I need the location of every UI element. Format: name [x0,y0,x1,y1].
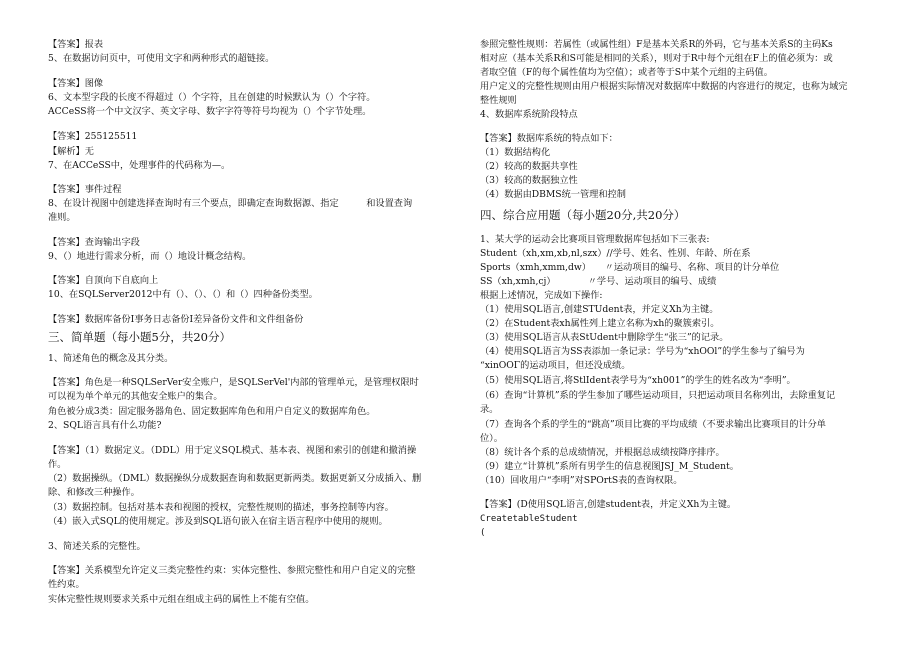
answer-line: 【答案】图像 [48,78,104,89]
answer-line: 【答案】（1）数据定义。（DDL）用于定义SQL模式、基本表、视图和索引的创建和撤消操 [48,445,417,456]
question-line: 8、在设计视图中创建选择查询时有三个要点，即确定查询数据源、指定 和设置查询 [48,198,413,209]
question-line: 6、文本型字段的长度不得超过（）个字符，且在创建的时候默认为（）个字符。 [48,92,376,103]
text-line: Student（xh,xm,xb,nl,szx）//学号、姓名、性别、年龄、所在系 [480,248,751,259]
task-item: （9）建立“计算机”系所有男学生的信息视图JSJ_M_Student。 [480,461,739,472]
question-line: 1、简述角色的概念及其分类。 [48,353,174,364]
task-item: （6）查询“计算机”系的学生参加了哪些运动项目，只把运动项目名称列出，去除重复记 [480,390,836,401]
question-line: 2、SQL语言具有什么功能? [48,420,162,431]
text-line: 者取空值（F的每个属性值均为空值）；或者等于S中某个元组的主码值。 [480,67,773,78]
question-line: 3、简述关系的完整性。 [48,541,146,552]
code-line: CreatetableStudent [480,514,578,524]
text-line: “xinOOΓ的运动项目，但还没成绩。 [480,360,631,371]
list-item: （1）数据结构化 [480,147,551,158]
list-item: （3）较高的数据独立性 [480,175,578,186]
text-line: 角色被分成3类：固定服务器角色、固定数据库角色和用户自定义的数据库角色。 [48,406,376,417]
text-line: Sports（xmh,xmm,dw） 〃运动项目的编号、名称、项目的计分单位 [480,262,780,273]
question-line: 10、在SQLServer2012中有（）、（）、（）和（）四种备份类型。 [48,289,318,300]
task-item: （10）回收用户“李明”对SPOrtS表的查询权限。 [480,475,683,486]
answer-line: 【答案】事件过程 [48,184,122,195]
task-item: （1）使用SQL语言,创建STUdent表，并定义Xh为主键。 [480,304,719,315]
list-item: （2）较高的数据共享性 [480,161,578,172]
text-line: ACCeSS将一个中文汉字、英文字母、数字字符等符号均视为（）个字节处理。 [48,106,372,117]
answer-line: 【答案】(D使用SQL语言,创建student表，并定义Xh为主键。 [480,499,737,510]
text-line: 除、和修改三种操作。 [48,487,140,498]
text-line: 性约束。 [48,579,85,590]
question-line: 9、（）地进行需求分析，而（）地设计概念结构。 [48,251,252,262]
section-heading: 四、综合应用题（每小题20分,共20分） [480,208,686,222]
answer-line: 【答案】数据库备份Ⅰ事务日志备份Ⅰ差异备份文件和文件组备份 [48,314,304,325]
text-line: 用户定义的完整性规则由用户根据实际情况对数据库中数据的内容进行的规定，也称为域完 [480,81,848,92]
question-line: 1、某大学的运动会比赛项目管理数据库包括如下三张表: [480,234,710,245]
answer-line: 【答案】关系模型允许定义三类完整性约束：实体完整性、参照完整性和用户自定义的完整 [48,565,416,576]
text-line: 录。 [480,404,499,415]
text-line: 整性规则 [480,95,517,106]
text-line: SS（xh,xmh,cj） 〃学号、运动项目的编号、成绩 [480,276,717,287]
text-line: 位）。 [480,433,503,444]
analysis-line: 【解析】无 [48,146,94,157]
answer-line: 【答案】角色是一种SQLSerVer安全账户，是SQLSerVel'内部的管理单元，是管理权限时 [48,377,419,388]
task-item: （2）在Student表xh属性列上建立名称为xh的聚簇索引。 [480,318,720,329]
text-line: 可以视为单个单元的其他安全账户的集合。 [48,391,223,402]
list-item: （4）数据由DBMS统一管理和控制 [480,189,626,200]
text-line: 作。 [48,459,67,470]
code-line: ( [480,528,486,538]
answer-line: 【答案】查询输出字段 [48,237,140,248]
text-line: （2）数据操纵。（DML）数据操纵分成数据查询和数据更新两类。数据更新又分成插入、删 [48,473,422,484]
task-item: （8）统计各个系的总成绩情况，并根据总成绩按降序排序。 [480,447,725,458]
text-line: 准则。 [48,212,76,223]
task-item: （5）使用SQL语言,将StlIdent表学号为“xh001”的学生的姓名改为“李明”。 [480,375,796,386]
text-line: 参照完整性规则：若属性（或属性组）F是基本关系R的外码，它与基本关系S的主码Ks [480,39,833,50]
question-line: 4、数据库系统阶段特点 [480,109,578,120]
text-line: 根据上述情况，完成如下操作: [480,290,603,301]
answer-line: 【答案】报表 [48,39,104,50]
answer-line: 【答案】255125511 [48,131,138,142]
task-item: （3）使用SQL语言从表StUdent中删除学生“张三”的记录。 [480,332,729,343]
text-line: （3）数据控制。包括对基本表和视图的授权，完整性规则的描述，事务控制等内容。 [48,502,394,513]
question-line: 7、在ACCeSS中，处理事件的代码称为—。 [48,160,231,171]
answer-line: 【答案】数据库系统的特点如下： [480,133,618,144]
text-line: 相对应（基本关系R和S可能是相同的关系），则对于R中每个元组在F上的值必须为：或 [480,53,833,64]
section-heading: 三、简单题（每小题5分，共20分） [48,330,231,344]
text-line: 实体完整性规则要求关系中元组在组成主码的属性上不能有空值。 [48,594,315,605]
answer-line: 【答案】自顶向下自底向上 [48,275,159,286]
task-item: （4）使用SQL语言为SS表添加一条记录：学号为“xhOOl”的学生参与了编号为 [480,346,805,357]
question-line: 5、在数据访问页中，可使用文字和两种形式的超链接。 [48,53,275,64]
text-line: （4）嵌入式SQL的使用规定。涉及到SQL语句嵌入在宿主语言程序中使用的规则。 [48,516,388,527]
task-item: （7）查询各个系的学生的“跳高”项目比赛的平均成绩（不要求输出比赛项目的计分单 [480,419,826,430]
